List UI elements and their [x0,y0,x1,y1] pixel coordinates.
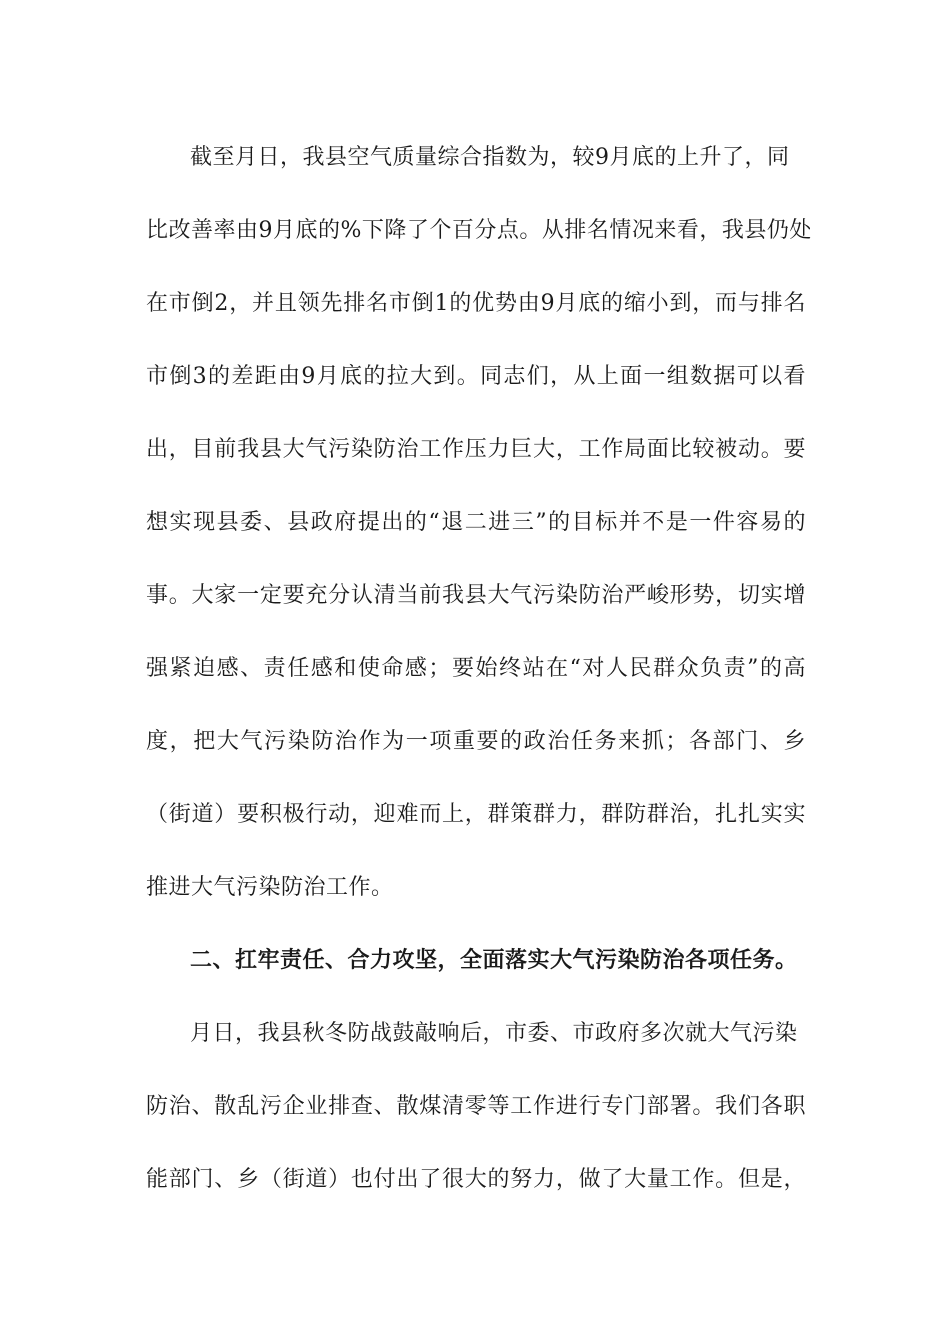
paragraph-line: 度，把大气污染防治作为一项重要的政治任务来抓；各部门、乡 [146,729,806,754]
paragraph-line: 月日，我县秋冬防战鼓敲响后，市委、市政府多次就大气污染 [190,1021,798,1046]
paragraph-line: 出，目前我县大气污染防治工作压力巨大，工作局面比较被动。要 [146,437,806,462]
paragraph-line: 推进大气污染防治工作。 [146,875,394,900]
paragraph-line: 想实现县委、县政府提出的“退二进三”的目标并不是一件容易的 [146,510,806,535]
paragraph-line: （街道）要积极行动，迎难而上，群策群力，群防群治，扎扎实实 [146,802,806,827]
paragraph-line: 在市倒2，并且领先排名市倒1的优势由9月底的缩小到，而与排名 [146,291,806,316]
section-heading: 二、扛牢责任、合力攻坚，全面落实大气污染防治各项任务。 [190,947,798,973]
paragraph-line: 防治、散乱污企业排查、散煤清零等工作进行专门部署。我们各职 [146,1094,806,1119]
paragraph-line: 能部门、乡（街道）也付出了很大的努力，做了大量工作。但是， [146,1167,806,1192]
paragraph-line: 截至月日，我县空气质量综合指数为，较9月底的上升了，同 [190,145,790,170]
paragraph-line: 市倒3的差距由9月底的拉大到。同志们，从上面一组数据可以看 [146,364,806,389]
paragraph-line: 事。大家一定要充分认清当前我县大气污染防治严峻形势，切实增 [146,583,806,608]
paragraph-line: 比改善率由9月底的%下降了个百分点。从排名情况来看，我县仍处 [146,218,812,243]
paragraph-line: 强紧迫感、责任感和使命感；要始终站在“对人民群众负责”的高 [146,656,806,681]
